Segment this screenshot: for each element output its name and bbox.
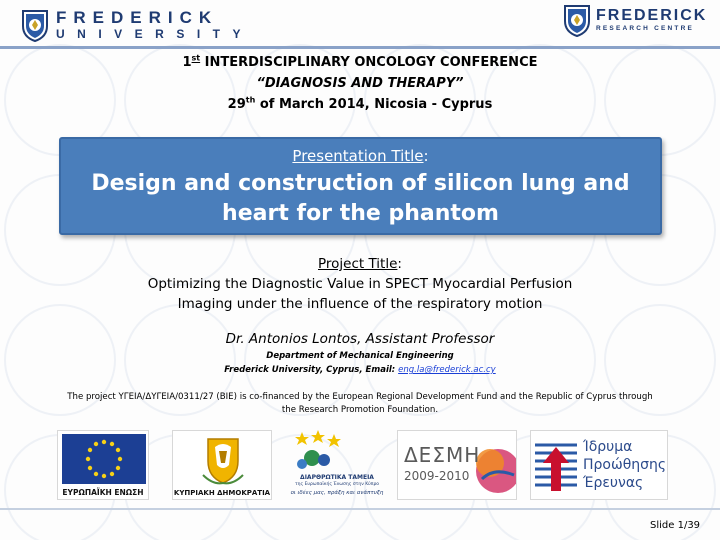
structural-funds-logo [282, 430, 392, 500]
conference-title: INTERDISCIPLINARY ONCOLOGY CONFERENCE [204, 55, 538, 70]
author-affiliation-text: Frederick University, Cyprus, Email: [224, 365, 399, 375]
eu-flag-icon [58, 431, 149, 487]
structural-funds-icon [282, 430, 392, 474]
frederick-research-centre-logo [562, 2, 714, 38]
research-logo-main: FREDERICK [596, 7, 708, 24]
conference-date-day: 29 [227, 97, 246, 112]
slide-number: Slide 1/39 [650, 520, 701, 531]
funding-statement: The project ΥΓΕΙΑ/ΔΥΓΕΙΑ/0311/27 (BIE) is co-financed by the European Regional Development Fund and the Republic of Cyprus through the Research Promotion Foundation. [67, 392, 653, 415]
conference-ordinal-suffix: st [191, 53, 201, 63]
project-title-colon: : [397, 256, 402, 272]
conference-date [0, 97, 720, 113]
desmi-name: ΔΕΣΜΗ [404, 443, 481, 467]
ipe-arrow-icon [531, 431, 581, 500]
project-title-line-1: Optimizing the Diagnostic Value in SPECT Myocardial Perfusion [147, 276, 573, 292]
desmi-logo [397, 430, 517, 500]
structural-funds-line-1: ΔΙΑΡΘΡΩΤΙΚΑ ΤΑΜΕΙΑ [300, 474, 374, 481]
eu-logo [57, 430, 149, 500]
author-name: Dr. Antonios Lontos, Assistant Professor [225, 331, 495, 347]
conference-date-rest: of March 2014, Nicosia - Cyprus [259, 97, 493, 112]
conference-theme: “DIAGNOSIS AND THERAPY” [256, 76, 464, 91]
desmi-years: 2009-2010 [404, 469, 470, 483]
author-email-link[interactable]: eng.la@frederick.ac.cy [398, 365, 496, 375]
ipe-line-2: Προώθησης [583, 457, 667, 473]
ipe-line-1: Ίδρυμα [583, 439, 633, 455]
cyprus-emblem-icon [173, 431, 272, 487]
presentation-title-box [59, 137, 662, 235]
university-logo-sub: UNIVERSITY [56, 27, 254, 41]
research-logo-sub: RESEARCH CENTRE [596, 25, 695, 32]
project-title-line-2: Imaging under the influence of the respiratory motion [177, 296, 543, 312]
research-centre-shield-icon [562, 3, 592, 37]
project-title-label-text: Project Title [318, 256, 398, 272]
conference-date-suffix: th [245, 95, 256, 105]
research-promotion-foundation-logo [530, 430, 668, 500]
frederick-university-logo [20, 6, 254, 44]
university-logo-main: FREDERICK [56, 8, 219, 27]
eu-caption: ΕΥΡΩΠΑΪΚΗ ΕΝΩΣΗ [62, 488, 144, 497]
presentation-title-label [61, 147, 660, 165]
author-department: Department of Mechanical Engineering [266, 351, 454, 361]
presentation-title: Design and construction of silicon lung and heart for the phantom [91, 171, 630, 226]
header-divider [0, 46, 720, 49]
structural-funds-line-2: της Ευρωπαϊκής Ένωσης στην Κύπρο [294, 482, 380, 487]
project-title-label [0, 254, 720, 274]
cyprus-republic-logo [172, 430, 272, 500]
conference-ordinal: 1 [182, 55, 192, 70]
presentation-title-colon: : [423, 147, 429, 165]
cyprus-caption: ΚΥΠΡΙΑΚΗ ΔΗΜΟΚΡΑΤΙΑ [173, 489, 271, 497]
presentation-title-label-text: Presentation Title [292, 147, 424, 165]
conference-name [0, 55, 720, 71]
structural-funds-line-3: οι ιδέες μας, πράξη και ανάπτυξη [290, 490, 384, 496]
footer-divider [0, 508, 720, 510]
ipe-line-3: Έρευνας [583, 475, 644, 491]
author-affiliation [0, 364, 720, 376]
university-shield-icon [20, 8, 50, 42]
